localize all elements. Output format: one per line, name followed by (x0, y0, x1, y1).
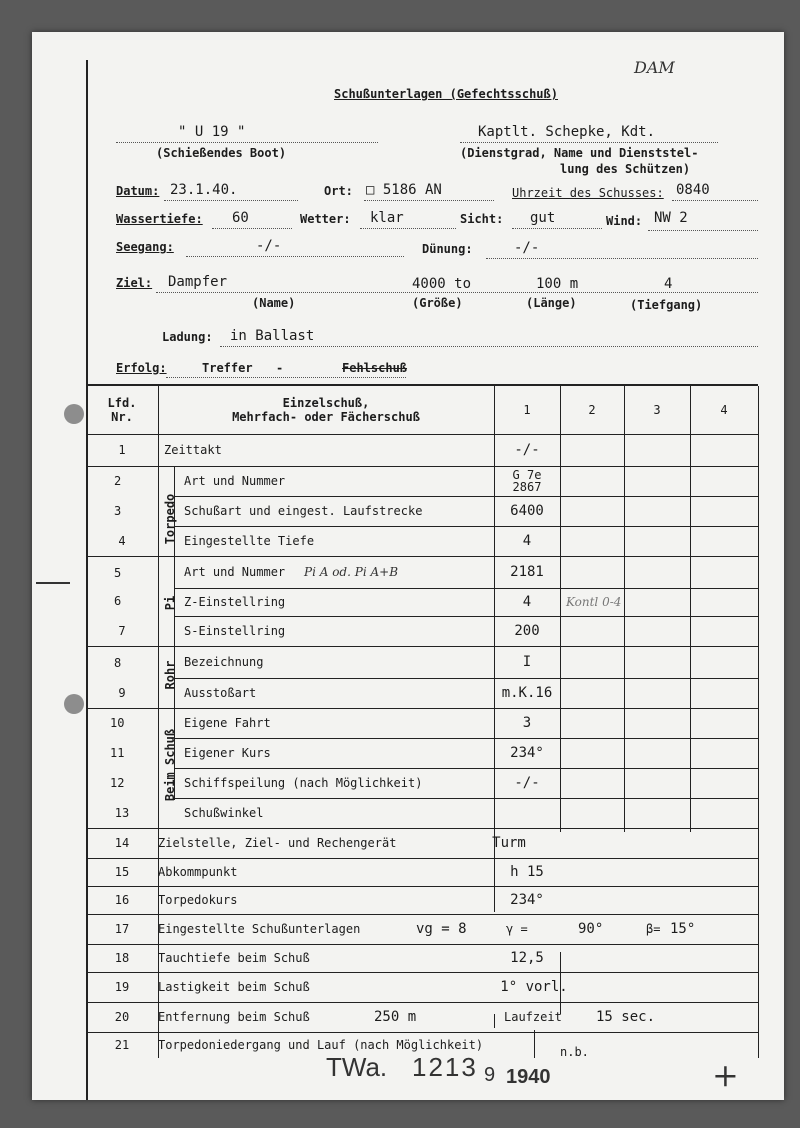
table-row: Eigene Fahrt 3 (174, 708, 758, 739)
seegang-label: Seegang: (116, 240, 174, 254)
head-col-4: 4 (720, 403, 728, 417)
table-header-row (86, 386, 758, 435)
ort-label: Ort: (324, 184, 353, 198)
stamp-year: 1940 (506, 1066, 551, 1088)
table-row: 19 Lastigkeit beim Schuß 1° vorl. (86, 972, 758, 1003)
erfolg-dash: - (276, 361, 284, 375)
stamp-sub: 9 (484, 1064, 496, 1086)
stamp-number: 1213 (412, 1052, 478, 1082)
handwritten-initials: DAM (634, 58, 675, 77)
row-nr: 11 (110, 746, 125, 760)
head-desc2: Mehrfach- oder Fächerschuß (232, 410, 420, 424)
uhrzeit-label: Uhrzeit des Schusses: (512, 186, 664, 200)
head-col-3: 3 (653, 403, 661, 417)
wassertiefe-label: Wassertiefe: (116, 212, 203, 226)
commander-value: Kaptlt. Schepke, Kdt. (478, 124, 656, 140)
row-nr: 2 (114, 474, 122, 488)
datum-label: Datum: (116, 184, 160, 198)
ort-value: □ 5186 AN (366, 182, 442, 198)
firing-data-table (86, 384, 758, 1066)
head-col-1: 1 (523, 403, 531, 417)
sicht-label: Sicht: (460, 212, 504, 226)
table-row: 7 S-Einstellring 200 (86, 616, 758, 647)
tiefgang-caption: (Tiefgang) (630, 298, 703, 312)
boat-fill-line (116, 128, 378, 143)
table-row: 9 Ausstoßart m.K.16 (86, 678, 758, 709)
ziel-label: Ziel: (116, 276, 153, 290)
seegang-value: -/- (256, 238, 282, 254)
table-row: Eigener Kurs 234° (174, 738, 758, 769)
wind-value: NW 2 (654, 210, 688, 226)
wassertiefe-fill (212, 214, 292, 229)
table-row: Z-Einstellring 4 Kontl 0-4 (174, 588, 758, 617)
row-nr: 12 (110, 776, 125, 790)
group-label-torpedo: Torpedo (163, 493, 177, 545)
name-caption: (Name) (252, 296, 296, 310)
table-row: 20 Entfernung beim Schuß 250 m Laufzeit 15 sec. (86, 1002, 758, 1033)
stamp-twa: TWa. (326, 1052, 388, 1082)
row-nr: 3 (114, 504, 122, 518)
uhrzeit-value: 0840 (676, 182, 710, 198)
table-row: 18 Tauchtiefe beim Schuß 12,5 (86, 944, 758, 973)
table-row: 14 Zielstelle, Ziel- und Rechengerät Turm (86, 828, 758, 859)
table-row: Schußart und eingest. Laufstrecke 6400 (174, 496, 758, 527)
row-nr: 6 (114, 594, 122, 608)
row-nr: 5 (114, 566, 122, 580)
ziel-laenge: 100 m (536, 276, 579, 292)
head-nr2: Nr. (111, 410, 133, 424)
table-row: 4 Eingestellte Tiefe 4 (86, 526, 758, 557)
table-row: 1 Zeittakt -/- (86, 434, 758, 467)
wassertiefe-value: 60 (232, 210, 249, 226)
wetter-value: klar (370, 210, 404, 226)
commander-label-1: (Dienstgrad, Name und Dienststel- (460, 146, 699, 160)
table-row: Schiffspeilung (nach Möglichkeit) -/- (174, 768, 758, 799)
table-row: 21 Torpedoniedergang und Lauf (nach Möglichkeit) n.b. (114, 1038, 589, 1059)
ziel-tiefgang: 4 (664, 276, 673, 292)
ziel-name: Dampfer (168, 274, 228, 290)
footer-cross-mark: + (712, 1056, 739, 1094)
head-nr: Lfd. (107, 396, 137, 410)
table-row: 16 Torpedokurs 234° (86, 886, 758, 915)
group-label-schuss: Beim Schuß (163, 728, 177, 802)
erfolg-label: Erfolg: (116, 361, 167, 375)
seegang-fill (186, 242, 404, 257)
wetter-label: Wetter: (300, 212, 351, 226)
duenung-label: Dünung: (422, 242, 473, 256)
table-row: Art und Nummer G 7e 2867 (174, 466, 758, 497)
group-label-rohr: Rohr (163, 660, 177, 690)
commander-label-2: lung des Schützen) (560, 162, 691, 176)
sicht-value: gut (530, 210, 556, 226)
table-row: Bezeichnung I (174, 646, 758, 679)
row-nr: 10 (110, 716, 125, 730)
head-desc: Einzelschuß, (282, 396, 370, 410)
boat-value: " U 19 " (178, 124, 246, 140)
wind-label: Wind: (606, 214, 643, 228)
head-col-2: 2 (588, 403, 596, 417)
sicht-fill (512, 214, 602, 229)
ladung-value: in Ballast (230, 328, 315, 344)
datum-value: 23.1.40. (170, 182, 238, 198)
punch-hole-top (64, 404, 84, 424)
groesse-caption: (Größe) (412, 296, 463, 310)
erfolg-fehlschuss: Fehlschuß (342, 361, 408, 375)
table-row: 15 Abkommpunkt h 15 (86, 858, 758, 887)
erfolg-treffer: Treffer (202, 361, 253, 375)
table-row: 13 Schußwinkel (86, 798, 758, 829)
table-row: 17 Eingestellte Schußunterlagen vg = 8 γ = 90° β= 15° (86, 914, 758, 945)
duenung-value: -/- (514, 240, 540, 256)
table-row: Art und Nummer Pi A od. Pi A+B 2181 (174, 556, 758, 589)
laenge-caption: (Länge) (526, 296, 577, 310)
fold-mark (36, 582, 70, 584)
ladung-label: Ladung: (162, 330, 213, 344)
punch-hole-bottom (64, 694, 84, 714)
boat-label: (Schießendes Boot) (156, 146, 287, 160)
document-title: Schußunterlagen (Gefechtsschuß) (334, 87, 558, 101)
ziel-groesse: 4000 to (412, 276, 472, 292)
group-label-pi: Pi (163, 595, 177, 611)
row-nr: 8 (114, 656, 122, 670)
